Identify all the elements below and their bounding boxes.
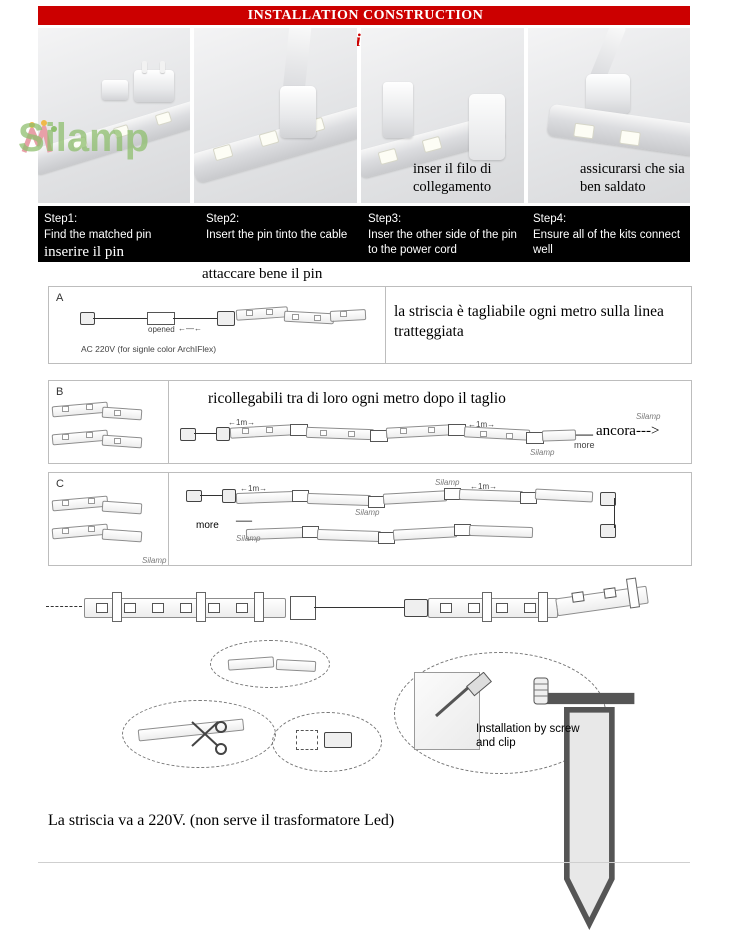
chain-connector <box>186 490 202 502</box>
brand-mark-c-top2: Silamp <box>435 478 460 487</box>
led-seg <box>62 434 69 440</box>
anchor-plug-icon <box>524 672 564 712</box>
step-2-title: Step2: <box>206 213 240 225</box>
step-3 <box>362 206 527 259</box>
mounting-clip <box>482 592 492 622</box>
led-seg <box>96 603 108 613</box>
led-seg <box>266 309 273 315</box>
watermark-text: Silamp <box>18 116 150 160</box>
brand-mark-b: Silamp <box>530 448 555 457</box>
led-strip-diagram <box>307 493 371 506</box>
led-seg <box>603 587 616 599</box>
led-seg <box>62 406 69 412</box>
led-seg <box>428 427 435 433</box>
led-strip-diagram <box>306 427 374 440</box>
chain-wire <box>194 433 216 434</box>
led-seg <box>208 603 220 613</box>
chain-connector <box>216 427 230 441</box>
panel-a-letter: A <box>56 292 64 304</box>
power-wire <box>173 318 217 319</box>
ancora-label: ancora---> <box>596 423 660 439</box>
led-seg <box>236 603 248 613</box>
led-seg <box>88 498 95 504</box>
led-strip-diagram <box>469 525 533 538</box>
led-seg <box>480 431 487 437</box>
panel-a-divider <box>385 287 386 363</box>
connector-wire <box>314 607 404 608</box>
final-note: La striscia va a 220V. (non serve il trasformatore Led) <box>48 812 395 829</box>
led-seg <box>62 528 69 534</box>
led-seg <box>468 603 480 613</box>
photo-insert-wire <box>361 28 524 203</box>
led-strip-small <box>276 659 317 672</box>
brand-mark-c-bottom: Silamp <box>236 534 261 543</box>
brand-mark-c-top: Silamp <box>355 508 380 517</box>
chain-connector <box>180 428 196 441</box>
led-strip-diagram <box>330 309 367 322</box>
banner-left-bar <box>38 6 193 25</box>
inline-plug <box>404 599 428 617</box>
dash-connector-c: — <box>236 512 252 529</box>
end-cap-connector <box>280 86 316 138</box>
brand-mark-c-left: Silamp <box>142 556 167 565</box>
measure-label: ←1m→ <box>240 484 268 493</box>
label-ac-power: AC 220V (for signle color ArchIFlex) <box>81 344 217 354</box>
step-3-text: Inser the other side of the pin to the power cord <box>368 228 517 257</box>
bottom-divider <box>38 862 690 863</box>
end-cap-plug <box>324 732 352 748</box>
mounting-clip <box>538 592 548 622</box>
measure-label: ←1m→ <box>228 418 256 427</box>
led-chip <box>573 123 595 140</box>
step-4 <box>527 206 690 259</box>
loop-wire <box>614 498 615 528</box>
photo-caption-wire: inser il filo di collegamento <box>413 161 492 196</box>
led-seg <box>88 526 95 532</box>
led-seg <box>152 603 164 613</box>
panel-b-letter: B <box>56 386 64 398</box>
dash-connector: — <box>576 424 593 443</box>
end-cap-outline <box>296 730 318 750</box>
clear-end-cap <box>383 82 413 138</box>
strip-connector <box>217 311 235 326</box>
step-4-text: Ensure all of the kits connect well <box>533 228 681 257</box>
led-strip-diagram <box>317 529 381 542</box>
led-seg <box>524 603 536 613</box>
step-1-text: Find the matched pin <box>44 228 152 241</box>
led-seg <box>496 603 508 613</box>
panel-c-divider <box>168 473 169 565</box>
led-strip-diagram <box>542 429 576 441</box>
led-seg <box>506 433 513 439</box>
led-seg <box>124 603 136 613</box>
step-4-title: Step4: <box>533 213 567 225</box>
led-seg <box>571 591 584 603</box>
mounting-clip <box>254 592 264 622</box>
panel-c-letter: C <box>56 478 64 490</box>
banner-title: INSTALLATION CONSTRUCTION <box>193 6 538 25</box>
more-label-c: more <box>196 520 219 531</box>
power-wire <box>93 318 147 319</box>
step-2 <box>200 206 362 243</box>
chain-connector <box>222 489 236 503</box>
measure-label: ←1m→ <box>470 482 498 491</box>
scissors-icon <box>188 718 234 764</box>
led-seg <box>292 314 299 320</box>
arrow-opened: ←—← <box>178 324 202 333</box>
panel-b-note: ricollegabili tra di loro ogni metro dopo il taglio <box>208 390 506 407</box>
mounting-clip <box>196 592 206 622</box>
mounting-clip <box>112 592 122 622</box>
led-seg <box>62 500 69 506</box>
led-seg <box>86 404 93 410</box>
chain-wire <box>200 495 222 496</box>
panel-c <box>48 472 692 566</box>
transparent-sleeve <box>469 94 505 160</box>
led-seg <box>440 603 452 613</box>
led-seg <box>348 431 355 437</box>
measure-label: ←1m→ <box>468 420 496 429</box>
photo-solder-check <box>528 28 690 203</box>
panel-a-note: la striscia è tagliabile ogni metro sulla linea tratteggiata <box>394 303 664 341</box>
label-opened: opened <box>148 325 175 334</box>
led-seg <box>340 311 347 317</box>
step-2-text: Insert the pin tinto the cable <box>206 228 348 241</box>
led-seg <box>114 410 121 416</box>
led-seg <box>86 432 93 438</box>
led-seg <box>320 430 327 436</box>
led-seg <box>180 603 192 613</box>
screw-icon <box>488 676 747 935</box>
pin-prong <box>142 61 147 73</box>
pin-connector-secondary <box>102 80 128 100</box>
led-seg <box>266 427 273 433</box>
banner-right-bar <box>538 6 690 25</box>
led-seg <box>114 438 121 444</box>
led-seg <box>314 315 321 321</box>
led-seg <box>246 310 253 316</box>
step-1-overlay-italian: inserire il pin <box>44 244 124 260</box>
panel-b-divider <box>168 381 169 463</box>
led-chip <box>619 130 641 147</box>
joint-connector <box>586 74 630 114</box>
middle-connector <box>290 596 316 620</box>
led-seg <box>400 428 407 434</box>
photo-insert-pin <box>194 28 357 203</box>
install-note: Installation by screw and clip <box>476 723 580 750</box>
dashed-lead <box>46 606 82 607</box>
step-2-overlay-italian: attaccare bene il pin <box>202 266 323 282</box>
driver-box <box>147 312 175 325</box>
pin-prong <box>160 61 165 73</box>
photo-caption-solder: assicurarsi che sia ben saldato <box>580 161 685 196</box>
step-1 <box>38 206 200 243</box>
pin-connector <box>134 70 174 102</box>
led-seg <box>242 428 249 434</box>
brand-mark-b2: Silamp <box>636 412 661 421</box>
step-1-title: Step1: <box>44 213 78 225</box>
more-label-b: more <box>574 440 595 450</box>
step-3-title: Step3: <box>368 213 402 225</box>
